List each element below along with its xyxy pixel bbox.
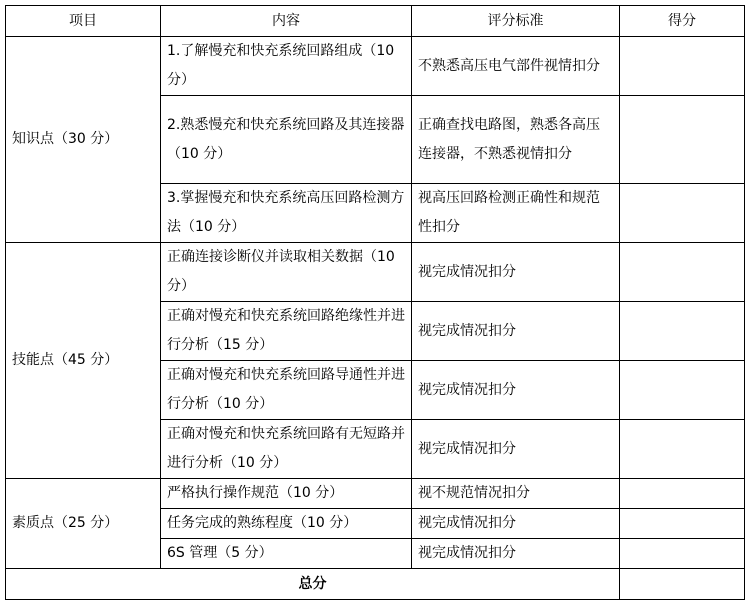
section-knowledge: 知识点（30 分） [6,37,161,243]
content-cell: 正确对慢充和快充系统回路绝缘性并进行分析（15 分） [161,302,412,361]
total-score-cell[interactable] [620,569,745,600]
criteria-cell: 视完成情况扣分 [412,420,620,479]
header-item: 项目 [6,6,161,37]
header-criteria: 评分标准 [412,6,620,37]
criteria-cell: 正确查找电路图，熟悉各高压连接器，不熟悉视情扣分 [412,96,620,184]
score-cell[interactable] [620,96,745,184]
header-content: 内容 [161,6,412,37]
total-row [6,569,745,600]
content-cell: 正确对慢充和快充系统回路有无短路并进行分析（10 分） [161,420,412,479]
criteria-cell: 视完成情况扣分 [412,361,620,420]
content-cell: 2.熟悉慢充和快充系统回路及其连接器（10 分） [161,96,412,184]
score-cell[interactable] [620,420,745,479]
score-cell[interactable] [620,302,745,361]
score-cell[interactable] [620,479,745,509]
content-cell: 1.了解慢充和快充系统回路组成（10 分） [161,37,412,96]
table-row [6,37,745,96]
section-skills: 技能点（45 分） [6,243,161,479]
content-cell: 6S 管理（5 分） [161,539,412,569]
score-cell[interactable] [620,243,745,302]
score-cell[interactable] [620,361,745,420]
header-row [6,6,745,37]
table-row [6,479,745,509]
content-cell: 正确对慢充和快充系统回路导通性并进行分析（10 分） [161,361,412,420]
criteria-cell: 视完成情况扣分 [412,509,620,539]
score-cell[interactable] [620,37,745,96]
section-quality: 素质点（25 分） [6,479,161,569]
content-cell: 任务完成的熟练程度（10 分） [161,509,412,539]
criteria-cell: 视完成情况扣分 [412,243,620,302]
score-cell[interactable] [620,539,745,569]
scoring-table [5,5,745,600]
content-cell: 3.掌握慢充和快充系统高压回路检测方法（10 分） [161,184,412,243]
criteria-cell: 视不规范情况扣分 [412,479,620,509]
criteria-cell: 视高压回路检测正确性和规范性扣分 [412,184,620,243]
score-cell[interactable] [620,184,745,243]
header-score: 得分 [620,6,745,37]
score-cell[interactable] [620,509,745,539]
total-label: 总分 [6,569,620,600]
criteria-cell: 不熟悉高压电气部件视情扣分 [412,37,620,96]
criteria-cell: 视完成情况扣分 [412,539,620,569]
content-cell: 正确连接诊断仪并读取相关数据（10 分） [161,243,412,302]
content-cell: 严格执行操作规范（10 分） [161,479,412,509]
criteria-cell: 视完成情况扣分 [412,302,620,361]
table-row [6,243,745,302]
